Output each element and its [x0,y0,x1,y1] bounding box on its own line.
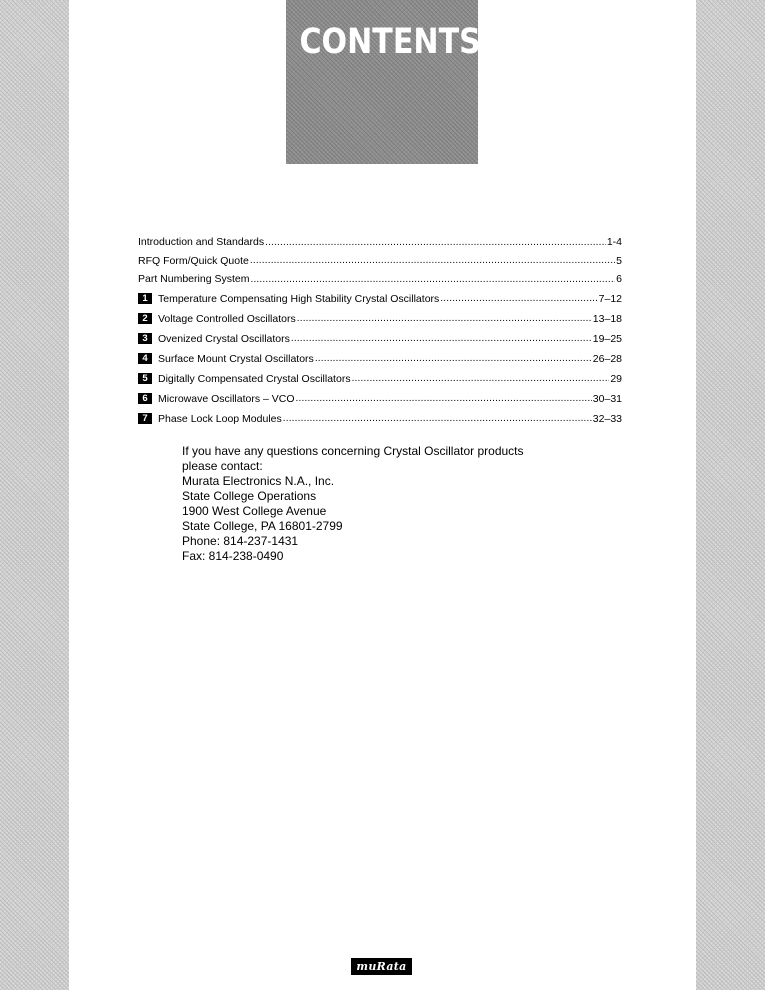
toc-label: Ovenized Crystal Oscillators [158,332,290,345]
toc-page-number: 26–28 [592,352,622,365]
section-number-badge: 1 [138,293,152,304]
toc-page-number: 1-4 [606,236,622,249]
right-margin-pattern [696,0,765,990]
toc-leader-dots [352,373,610,384]
page-title: CONTENTS [299,22,481,62]
toc-leader-dots [250,274,615,285]
toc-page-number: 19–25 [592,332,622,345]
section-number-badge: 3 [138,333,152,344]
toc-row-section-5[interactable] [138,369,622,389]
contact-intro: If you have any questions concerning Crystal Oscillator products [182,444,524,458]
contact-fax: Fax: 814-238-0490 [182,549,284,563]
toc-leader-dots [296,393,592,404]
left-margin-pattern [0,0,69,990]
toc-label: Microwave Oscillators – VCO [158,392,295,405]
section-number-badge: 4 [138,353,152,364]
section-number-badge: 7 [138,413,152,424]
table-of-contents [138,233,622,429]
toc-label: Digitally Compensated Crystal Oscillators [158,372,351,385]
toc-page-number: 32–33 [592,412,622,425]
toc-page-number: 7–12 [598,292,622,305]
toc-page-number: 5 [616,254,622,267]
toc-label: Introduction and Standards [138,236,265,249]
toc-row-part-numbering[interactable] [138,270,622,289]
contact-block [182,444,582,564]
toc-row-rfq-form[interactable] [138,252,622,271]
toc-page-number: 30–31 [592,392,622,405]
toc-leader-dots [440,293,597,304]
toc-label: Phase Lock Loop Modules [158,412,282,425]
section-number-badge: 6 [138,393,152,404]
toc-row-section-7[interactable] [138,409,622,429]
section-number-badge: 5 [138,373,152,384]
contact-intro-2: please contact: [182,459,263,473]
toc-leader-dots [297,313,592,324]
toc-row-section-1[interactable] [138,289,622,309]
toc-label: Temperature Compensating High Stability Crystal Oscillators [158,292,440,305]
toc-label: RFQ Form/Quick Quote [138,254,249,267]
toc-label: Surface Mount Crystal Oscillators [158,352,314,365]
contact-street: 1900 West College Avenue [182,504,327,518]
toc-row-section-6[interactable] [138,389,622,409]
toc-leader-dots [283,413,592,424]
toc-page-number: 29 [610,372,622,385]
toc-row-section-3[interactable] [138,329,622,349]
contact-division: State College Operations [182,489,317,503]
toc-page-number: 13–18 [592,312,622,325]
toc-label: Part Numbering System [138,273,250,286]
toc-page-number: 6 [616,273,622,286]
contact-phone: Phone: 814-237-1431 [182,534,299,548]
toc-leader-dots [265,237,606,248]
toc-row-introduction[interactable] [138,233,622,252]
contact-company: Murata Electronics N.A., Inc. [182,474,335,488]
contact-city: State College, PA 16801-2799 [182,519,343,533]
murata-logo: muRata [351,958,412,975]
contents-header-block [286,0,481,164]
toc-row-section-4[interactable] [138,349,622,369]
toc-row-section-2[interactable] [138,309,622,329]
toc-label: Voltage Controlled Oscillators [158,312,296,325]
toc-leader-dots [250,255,615,266]
toc-leader-dots [315,353,592,364]
toc-leader-dots [291,333,592,344]
section-number-badge: 2 [138,313,152,324]
